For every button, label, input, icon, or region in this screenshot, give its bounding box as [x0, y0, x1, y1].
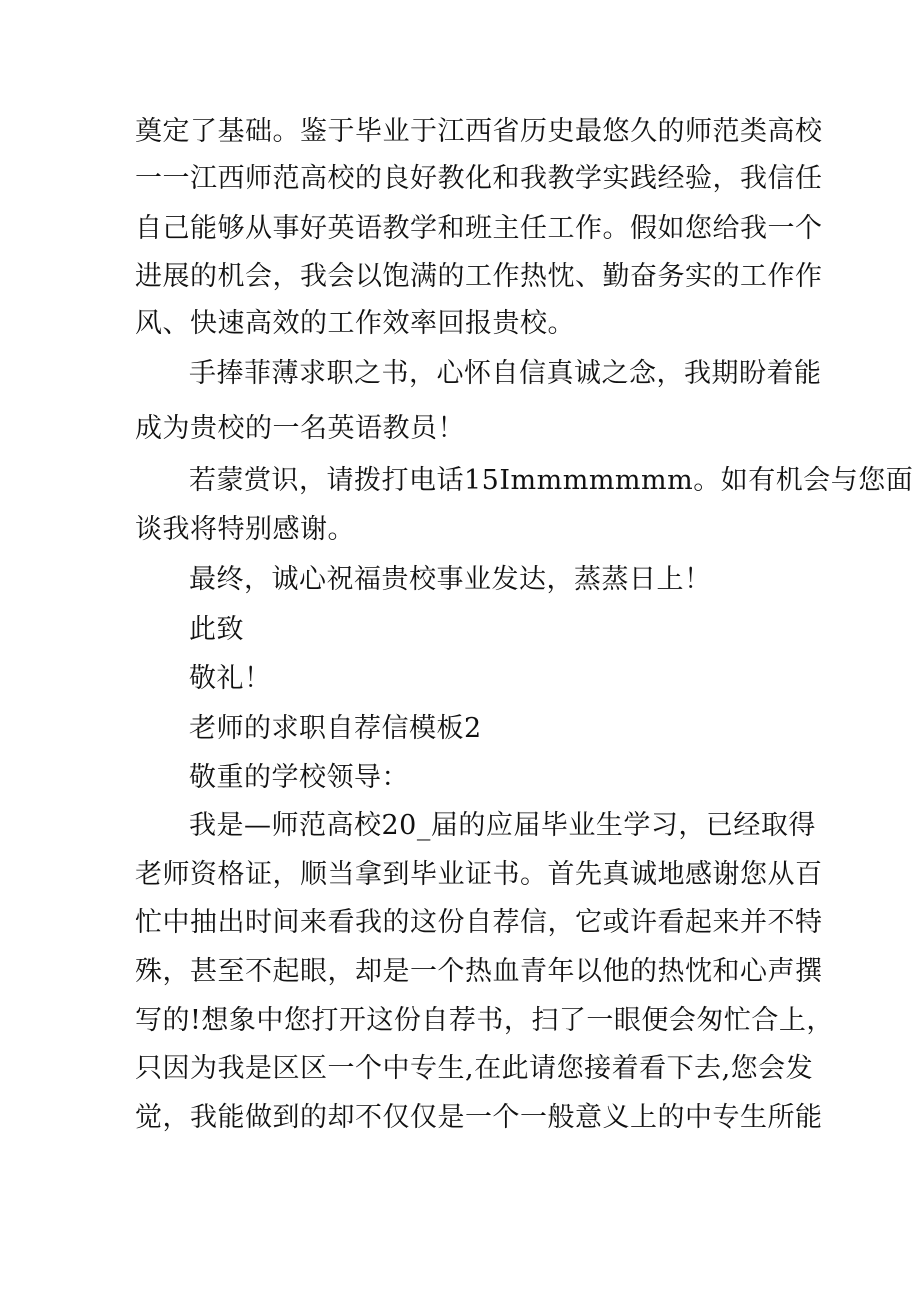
- text-line: 成为贵校的一名英语教员！: [135, 413, 465, 444]
- text-line: 殊，甚至不起眼，却是一个热血青年以他的热忱和心声撰: [135, 956, 823, 987]
- text-line: 觉，我能做到的却不仅仅是一个一般意义上的中专生所能: [135, 1102, 823, 1133]
- greeting: 敬重的学校领导：: [189, 762, 409, 793]
- text-line: 一一江西师范高校的良好教化和我教学实践经验，我信任: [135, 163, 823, 194]
- text-line: 奠定了基础。鉴于毕业于江西省历史最悠久的师范类高校: [135, 116, 823, 147]
- text-line: 只因为我是区区一个中专生,在此请您接着看下去,您会发: [135, 1053, 814, 1084]
- text-line: 自己能够从事好英语教学和班主任工作。假如您给我一个: [135, 213, 823, 244]
- text-line: 我是—师范高校20_届的应届毕业生学习，已经取得: [189, 810, 816, 841]
- text-line: 风、快速高效的工作效率回报贵校。: [135, 308, 575, 339]
- text-line: 最终，诚心祝福贵校事业发达，蒸蒸日上！: [189, 564, 712, 595]
- salutation-closing: 此致: [189, 614, 244, 645]
- text-line: 忙中抽出时间来看我的这份自荐信，它或许看起来并不特: [135, 907, 823, 938]
- salutation-closing: 敬礼！: [189, 663, 272, 694]
- text-line: 谈我将特别感谢。: [135, 514, 355, 545]
- text-line: 手捧菲薄求职之书，心怀自信真诚之念，我期盼着能: [189, 358, 822, 389]
- text-line: 进展的机会，我会以饱满的工作热忱、勤奋务实的工作作: [135, 261, 823, 292]
- section-heading: 老师的求职自荐信模板2: [189, 713, 482, 744]
- text-line: 若蒙赏识，请拨打电话15Immmmmmm。如有机会与您面: [189, 465, 914, 496]
- text-line: 写的!想象中您打开这份自荐书，扫了一眼便会匆忙合上，: [135, 1005, 834, 1036]
- text-line: 老师资格证，顺当拿到毕业证书。首先真诚地感谢您从百: [135, 859, 823, 890]
